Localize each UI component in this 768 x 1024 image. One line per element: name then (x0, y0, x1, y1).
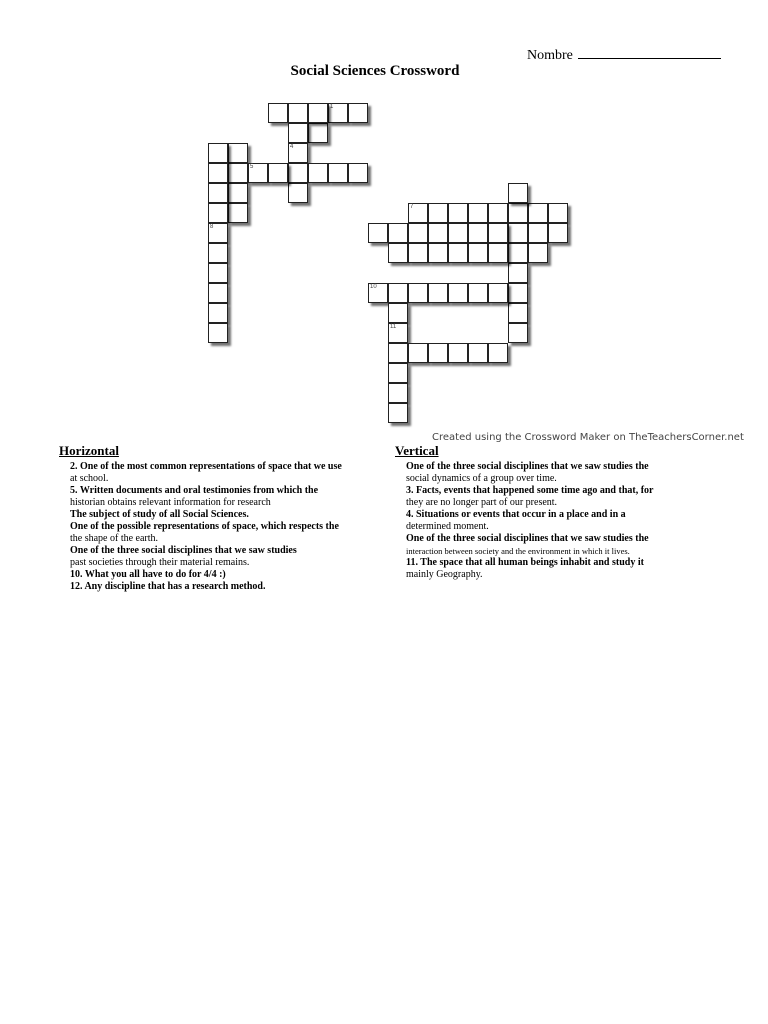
crossword-cell[interactable] (308, 103, 328, 123)
crossword-cell[interactable] (308, 163, 328, 183)
crossword-cell[interactable] (248, 163, 268, 183)
clue-question: 4. Situations or events that occur in a place and in a (406, 509, 626, 520)
crossword-cell[interactable] (508, 183, 528, 203)
clue-question: 2. One of the most common representations of space that we use (70, 461, 342, 472)
clue-item (395, 485, 695, 509)
crossword-cell[interactable] (208, 323, 228, 343)
crossword-cell[interactable] (488, 243, 508, 263)
crossword-cell[interactable] (508, 243, 528, 263)
crossword-cell[interactable] (508, 263, 528, 283)
clue-continuation: at school. (70, 473, 109, 484)
crossword-cell[interactable] (368, 223, 388, 243)
clue-item (395, 557, 695, 581)
crossword-cell[interactable] (268, 163, 288, 183)
clue-question: One of the three social disciplines that we saw studies (70, 545, 297, 556)
crossword-cell[interactable] (528, 223, 548, 243)
crossword-cell[interactable] (488, 223, 508, 243)
clue-continuation: past societies through their material remains. (70, 557, 250, 568)
crossword-cell[interactable] (348, 163, 368, 183)
clue-item (59, 509, 379, 521)
crossword-cell[interactable] (308, 123, 328, 143)
clue-item (59, 569, 379, 581)
crossword-cell[interactable] (488, 343, 508, 363)
clue-number: 11 (390, 324, 397, 330)
crossword-cell[interactable] (508, 323, 528, 343)
clue-number: 1 (330, 104, 334, 110)
crossword-cell[interactable] (208, 283, 228, 303)
crossword-cell[interactable] (388, 243, 408, 263)
crossword-cell[interactable] (208, 263, 228, 283)
crossword-cell[interactable] (228, 143, 248, 163)
crossword-cell[interactable] (448, 223, 468, 243)
crossword-cell[interactable] (208, 303, 228, 323)
crossword-cell[interactable] (528, 243, 548, 263)
crossword-cell[interactable] (428, 203, 448, 223)
vertical-clues (395, 444, 695, 581)
crossword-cell[interactable] (208, 243, 228, 263)
clue-number: 8 (210, 224, 214, 230)
crossword-cell[interactable] (428, 283, 448, 303)
crossword-cell[interactable] (288, 123, 308, 143)
crossword-cell[interactable] (488, 283, 508, 303)
crossword-cell[interactable] (488, 203, 508, 223)
crossword-cell[interactable] (208, 183, 228, 203)
crossword-cell[interactable] (288, 143, 308, 163)
crossword-cell[interactable] (288, 103, 308, 123)
clue-item (395, 461, 695, 485)
clue-continuation: determined moment. (406, 521, 489, 532)
crossword-grid (0, 0, 768, 440)
crossword-cell[interactable] (508, 303, 528, 323)
clue-question: One of the three social disciplines that we saw studies the (406, 533, 649, 544)
vertical-heading: Vertical (395, 443, 439, 458)
crossword-cell[interactable] (388, 223, 408, 243)
crossword-cell[interactable] (228, 163, 248, 183)
name-label: Nombre (527, 48, 573, 63)
crossword-cell[interactable] (468, 223, 488, 243)
crossword-cell[interactable] (428, 243, 448, 263)
clue-number: 10 (370, 284, 377, 290)
clue-question: 3. Facts, events that happened some time ago and that, for (406, 485, 654, 496)
clue-item (59, 545, 379, 569)
crossword-cell[interactable] (468, 243, 488, 263)
crossword-cell[interactable] (528, 203, 548, 223)
crossword-cell[interactable] (428, 343, 448, 363)
crossword-cell[interactable] (368, 283, 388, 303)
clue-item (59, 581, 379, 593)
clue-item (395, 509, 695, 533)
crossword-cell[interactable] (228, 183, 248, 203)
crossword-cell[interactable] (408, 243, 428, 263)
horizontal-clue-list (59, 461, 379, 593)
crossword-cell[interactable] (388, 343, 408, 363)
crossword-cell[interactable] (508, 223, 528, 243)
crossword-cell[interactable] (388, 383, 408, 403)
crossword-cell[interactable] (408, 223, 428, 243)
crossword-cell[interactable] (228, 203, 248, 223)
clue-item (59, 485, 379, 509)
crossword-cell[interactable] (448, 243, 468, 263)
clue-continuation: they are no longer part of our present. (406, 497, 558, 508)
crossword-cell[interactable] (468, 343, 488, 363)
crossword-cell[interactable] (288, 183, 308, 203)
crossword-cell[interactable] (388, 363, 408, 383)
crossword-cell[interactable] (268, 103, 288, 123)
crossword-cell[interactable] (468, 283, 488, 303)
clue-number: 4 (290, 144, 294, 150)
clue-continuation: historian obtains relevant information for research (70, 497, 271, 508)
clue-item (59, 521, 379, 545)
crossword-cell[interactable] (548, 203, 568, 223)
vertical-clue-list (395, 461, 695, 581)
clue-item (59, 461, 379, 485)
crossword-cell[interactable] (468, 203, 488, 223)
horizontal-heading: Horizontal (59, 443, 119, 458)
crossword-cell[interactable] (288, 163, 308, 183)
crossword-cell[interactable] (548, 223, 568, 243)
credit-line: Created using the Crossword Maker on TheTeachersCorner.net (432, 432, 744, 443)
clue-continuation: mainly Geography. (406, 569, 483, 580)
clue-number: 7 (410, 204, 414, 210)
crossword-cell[interactable] (388, 303, 408, 323)
clue-number: 5 (250, 164, 254, 170)
crossword-cell[interactable] (408, 343, 428, 363)
clue-question: One of the possible representations of space, which respects the (70, 521, 339, 532)
clue-question: 10. What you all have to do for 4/4 :) (70, 569, 226, 580)
crossword-cell[interactable] (328, 163, 348, 183)
crossword-cell[interactable] (388, 323, 408, 343)
crossword-cell[interactable] (208, 223, 228, 243)
page-title: Social Sciences Crossword (290, 63, 460, 79)
crossword-cell[interactable] (328, 103, 348, 123)
crossword-cell[interactable] (508, 203, 528, 223)
clue-question: 11. The space that all human beings inhabit and study it (406, 557, 644, 568)
clue-question: 12. Any discipline that has a research method. (70, 581, 266, 592)
crossword-cell[interactable] (448, 203, 468, 223)
crossword-cell[interactable] (388, 283, 408, 303)
clue-question: 5. Written documents and oral testimonies from which the (70, 485, 319, 496)
crossword-cell[interactable] (208, 163, 228, 183)
clue-item (395, 533, 695, 557)
crossword-cell[interactable] (408, 203, 428, 223)
crossword-cell[interactable] (448, 343, 468, 363)
crossword-cell[interactable] (348, 103, 368, 123)
clue-question: One of the three social disciplines that we saw studies the (406, 461, 649, 472)
crossword-cell[interactable] (208, 143, 228, 163)
crossword-cell[interactable] (408, 283, 428, 303)
clue-continuation: the shape of the earth. (70, 533, 159, 544)
clue-question: The subject of study of all Social Sciences. (70, 509, 249, 520)
clue-continuation: interaction between society and the environment in which it lives. (406, 546, 630, 556)
crossword-cell[interactable] (388, 403, 408, 423)
crossword-cell[interactable] (448, 283, 468, 303)
horizontal-clues (59, 444, 379, 593)
crossword-cell[interactable] (508, 283, 528, 303)
crossword-cell[interactable] (208, 203, 228, 223)
clue-continuation: social dynamics of a group over time. (406, 473, 557, 484)
crossword-cell[interactable] (428, 223, 448, 243)
